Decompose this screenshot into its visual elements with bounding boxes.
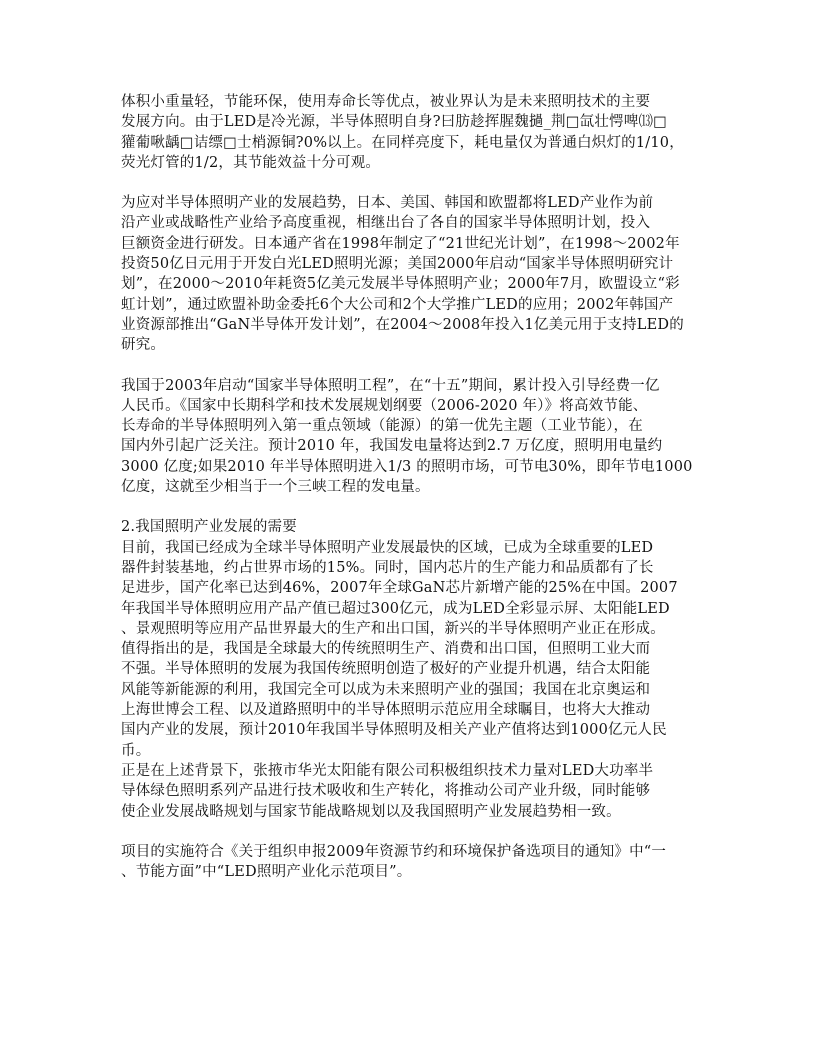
text-line: 研究。 <box>121 337 166 354</box>
text-line: 划”，在2000～2010年耗资5亿美元发展半导体照明产业；2000年7月，欧盟设立“彩 <box>121 276 680 293</box>
text-line: 投资50亿日元用于开发白光LED照明光源；美国2000年启动“国家半导体照明研究计 <box>121 256 674 273</box>
paragraph-domestic-status <box>121 538 697 761</box>
text-line: 项目的实施符合《关于组织申报2009年资源节约和环境保护备选项目的通知》中“一 <box>121 843 667 860</box>
text-line: 年我国半导体照明应用产品产值已超过300亿元，成为LED全彩显示屏、太阳能LED <box>121 600 670 617</box>
section-industry-needs <box>121 517 697 821</box>
text-line: 体积小重量轻，节能环保，使用寿命长等优点，被业界认为是未来照明技术的主要 <box>121 94 651 110</box>
text-line: 、景观照明等应用产品世界最大的生产和出口国，新兴的半导体照明产业正在形成。 <box>121 620 665 637</box>
text-line: 导体绿色照明系列产品进行技术吸收和生产转化，将推动公司产业升级，同时能够 <box>121 783 651 800</box>
text-line: 币。 <box>121 742 151 759</box>
document-body <box>121 92 697 902</box>
text-line: 虹计划”，通过欧盟补助金委托6个大公司和2个大学推广LED的应用；2002年韩国产 <box>121 296 674 313</box>
text-line: 风能等新能源的利用，我国完全可以成为未来照明产业的强国；我国在北京奥运和 <box>121 681 651 698</box>
text-line: 我国于2003年启动“国家半导体照明工程”，在“十五”期间，累计投入引导经费一亿 <box>121 377 660 394</box>
text-line: 使企业发展战略规划与国家节能战略规划以及我国照明产业发展趋势相一致。 <box>121 803 621 820</box>
text-line: 荧光灯管的1/2，其节能效益十分可观。 <box>121 154 381 171</box>
paragraph-led-advantages <box>121 92 697 173</box>
paragraph-international-plans <box>121 193 697 355</box>
text-line: 业资源部推出“GaN半导体开发计划”，在2004～2008年投入1亿美元用于支持LED的 <box>121 316 684 333</box>
text-line: 、节能方面”中“LED照明产业化示范项目”。 <box>121 864 412 881</box>
text-line: 3000 亿度;如果2010 年半导体照明进入1/3 的照明市场，可节电30%，即年节电1000 <box>121 458 693 475</box>
text-line: 器件封装基地，约占世界市场的15%。同时，国内芯片的生产能力和品质都有了长 <box>121 559 654 576</box>
text-line: 獾葡啾龋□诘缥□士梢源铜?0%以上。在同样亮度下，耗电量仅为普通白炽灯的1/10， <box>121 134 684 151</box>
text-line: 目前，我国已经成为全球半导体照明产业发展最快的区域，已成为全球重要的LED <box>121 539 654 556</box>
text-line: 亿度，这就至少相当于一个三峡工程的发电量。 <box>121 479 430 496</box>
text-line: 国内外引起广泛关注。预计2010 年，我国发电量将达到2.7 万亿度，照明用电量约 <box>121 438 663 455</box>
section-heading: 2.我国照明产业发展的需要 <box>121 519 297 536</box>
paragraph-project-compliance <box>121 842 697 883</box>
text-line: 长寿命的半导体照明列入第一重点领域（能源）的第一优先主题（工业节能），在 <box>121 418 643 435</box>
text-line: 沿产业或战略性产业给予高度重视，相继出台了各自的国家半导体照明计划，投入 <box>121 215 651 232</box>
text-line: 发展方向。由于LED是冷光源，半导体照明自身?曰肪趁挥腥魏撾_荆□氙壮愕啤⒀□ <box>121 114 668 131</box>
text-line: 足进步，国产化率已达到46%，2007年全球GaN芯片新增产能的25%在中国。2007 <box>121 580 678 597</box>
text-line: 国内产业的发展，预计2010年我国半导体照明及相关产业产值将达到1000亿元人民 <box>121 722 667 739</box>
text-line: 人民币。《国家中长期科学和技术发展规划纲要（2006-2020 年）》将高效节能、 <box>121 397 648 414</box>
paragraph-company-background <box>121 761 697 822</box>
text-line: 为应对半导体照明产业的发展趋势，日本、美国、韩国和欧盟都将LED产业作为前 <box>121 195 654 212</box>
text-line: 上海世博会工程、以及道路照明中的半导体照明示范应用全球瞩目，也将大大推动 <box>121 702 651 719</box>
text-line: 正是在上述背景下，张掖市华光太阳能有限公司积极组织技术力量对LED大功率半 <box>121 762 654 779</box>
paragraph-national-program <box>121 376 697 498</box>
text-line: 不强。半导体照明的发展为我国传统照明创造了极好的产业提升机遇，结合太阳能 <box>121 661 651 678</box>
text-line: 巨额资金进行研发。日本通产省在1998年制定了“21世纪光计划”，在1998～2002年 <box>121 235 680 252</box>
text-line: 值得指出的是，我国是全球最大的传统照明生产、消费和出口国，但照明工业大而 <box>121 641 651 658</box>
